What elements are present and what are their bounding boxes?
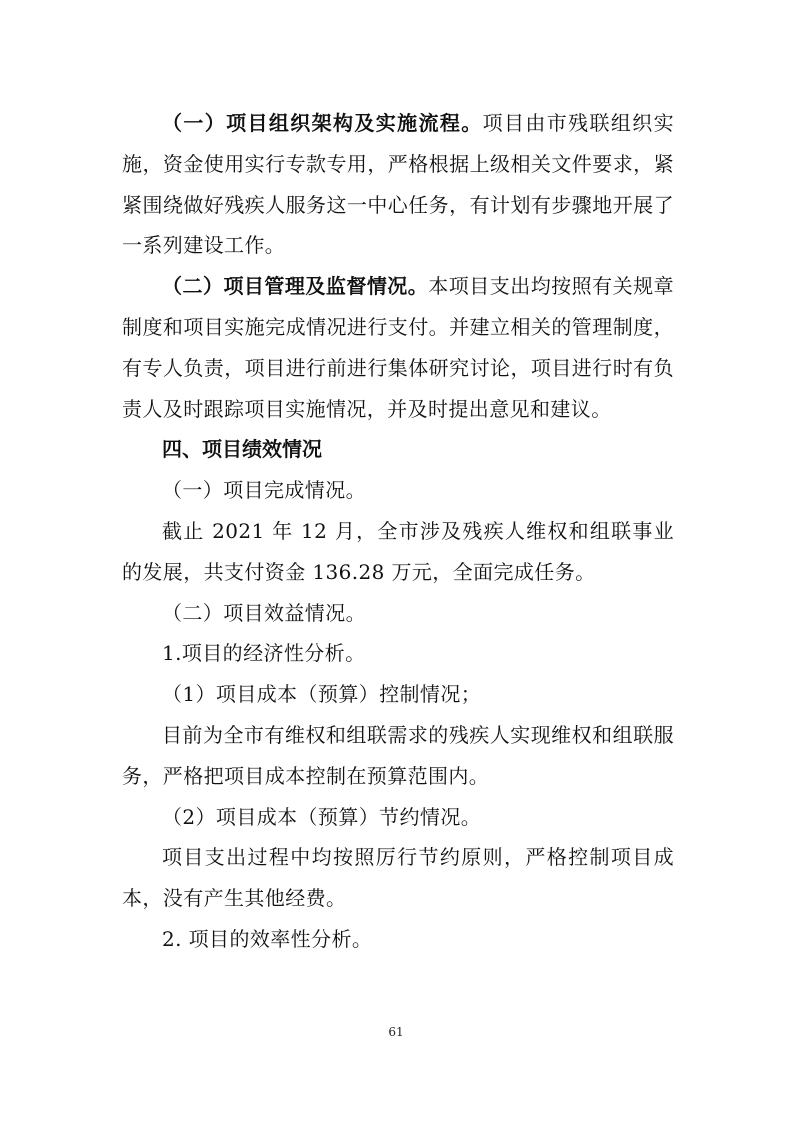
paragraph-cost-control: 目前为全市有维权和组联需求的残疾人实现维权和组联服务，严格把项目成本控制在预算范围内。 — [122, 722, 674, 788]
page-number: 61 — [388, 1025, 404, 1039]
paragraph-text-management: 本项目支出均按照有关规章制度和项目实施完成情况进行支付。并建立相关的管理制度，有专人负责，项目进行前进行集体研究讨论，项目进行时有负责人及时跟踪项目实施情况，并及时提出意见和建议。 — [122, 274, 674, 421]
subheading-efficiency: 2. 项目的效率性分析。 — [162, 926, 373, 951]
paragraph-text-organization: 项目由市残联组织实施，资金使用实行专款专用，严格根据上级相关文件要求，紧紧围绕做好残疾人服务这一中心任务，有计划有步骤地开展了一系列建设工作。 — [122, 111, 674, 258]
paragraph-completion: 截止 2021 年 12 月，全市涉及残疾人维权和组联事业的发展，共支付资金 136.28 万元，全面完成任务。 — [122, 518, 674, 584]
subheading-cost-control: （1）项目成本（预算）控制情况； — [162, 682, 482, 707]
section-heading: 四、项目绩效情况 — [162, 437, 322, 462]
paragraph-lead-organization: （一）项目组织架构及实施流程。 — [162, 111, 483, 135]
subheading-economy: 1.项目的经济性分析。 — [162, 641, 366, 666]
page-content — [122, 103, 674, 960]
subheading-cost-saving: （2）项目成本（预算）节约情况。 — [162, 804, 482, 829]
paragraph-lead-management: （二）项目管理及监督情况。 — [162, 274, 429, 299]
subheading-benefit: （二）项目效益情况。 — [162, 600, 366, 625]
paragraph-management — [122, 266, 674, 429]
subheading-completion: （一）项目完成情况。 — [162, 478, 366, 503]
paragraph-cost-saving: 项目支出过程中均按照厉行节约原则，严格控制项目成本，没有产生其他经费。 — [122, 845, 674, 911]
paragraph-organization — [122, 103, 674, 266]
